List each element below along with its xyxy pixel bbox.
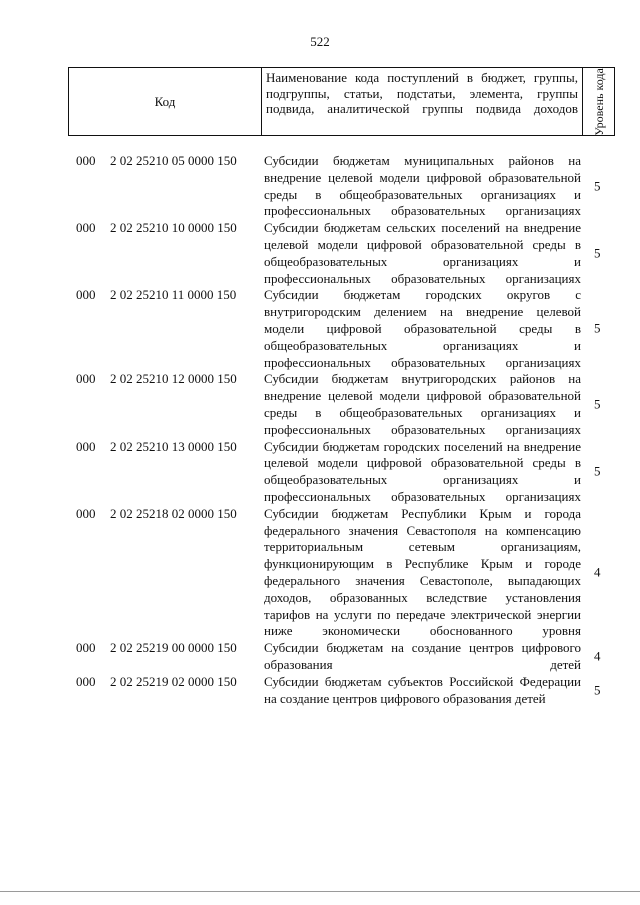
income-code: 2 02 25210 05 0000 150 — [110, 153, 237, 168]
income-code: 2 02 25218 02 0000 150 — [110, 505, 237, 521]
page-number: 522 — [310, 34, 330, 49]
table-row — [0, 371, 640, 438]
header-name: Наименование кода поступлений в бюджет, группы, подгруппы, статьи, подстатьи, элемента, группы подвида, аналитической группы подвида доходов — [262, 68, 583, 135]
income-name: Субсидии бюджетам городских поселений на внедрение целевой модели цифровой образовательной среды в общеобразовательных организациях и профессиональных образовательных организациях — [264, 438, 581, 504]
table-row — [0, 506, 640, 640]
income-name: Субсидии бюджетам муниципальных районов на внедрение целевой модели цифровой образовательной среды в общеобразовательных организациях и профессиональных образовательных организациях — [264, 153, 581, 219]
income-code: 2 02 25210 12 0000 150 — [110, 371, 237, 387]
income-code: 2 02 25210 10 0000 150 — [110, 220, 237, 236]
table-body — [0, 153, 640, 707]
income-code: 2 02 25219 00 0000 150 — [110, 640, 237, 656]
table-row — [0, 439, 640, 506]
income-code: 2 02 25210 13 0000 150 — [110, 438, 237, 454]
income-name: Субсидии бюджетам сельских поселений на внедрение целевой модели цифровой образовательной среды в общеобразовательных организациях и профессиональных образовательных организациях — [264, 220, 581, 286]
code-level: 5 — [594, 682, 601, 698]
admin-code: 000 — [76, 640, 96, 656]
admin-code: 000 — [76, 220, 96, 236]
income-name: Субсидии бюджетам на создание центров цифрового образования детей — [264, 640, 581, 672]
table-row — [0, 153, 640, 220]
table-row — [0, 287, 640, 371]
admin-code: 000 — [76, 371, 96, 387]
code-level: 5 — [594, 178, 601, 194]
admin-code: 000 — [76, 505, 96, 521]
admin-code: 000 — [76, 438, 96, 454]
income-name: Субсидии бюджетам субъектов Российской Федерации на создание центров цифрового образования детей — [264, 673, 581, 706]
header-level — [583, 68, 614, 135]
code-level: 4 — [594, 564, 601, 580]
page-bottom-edge — [0, 891, 640, 892]
code-level: 5 — [594, 245, 601, 261]
table-row — [0, 674, 640, 708]
income-code: 2 02 25219 02 0000 150 — [110, 673, 237, 689]
header-code: Код — [69, 68, 262, 135]
income-name: Субсидии бюджетам Республики Крым и города федерального значения Севастополя на компенсацию территориальным сетевым организациям, функционирующим в Республике Крым и городе федерального значения Севастополе, выпадающих доходов, образованных вследствие установления тарифов на услуги по передаче электрической энергии ниже экономически обоснованного уровня — [264, 505, 581, 639]
code-level: 4 — [594, 648, 601, 664]
table-row — [0, 220, 640, 287]
admin-code: 000 — [76, 673, 96, 689]
table-header — [68, 67, 615, 136]
code-level: 5 — [594, 463, 601, 479]
header-level-label: Уровень кода — [591, 68, 606, 135]
code-level: 5 — [594, 396, 601, 412]
admin-code: 000 — [76, 153, 96, 168]
table-row — [0, 640, 640, 674]
admin-code: 000 — [76, 287, 96, 303]
income-code: 2 02 25210 11 0000 150 — [110, 287, 237, 303]
code-level: 5 — [594, 320, 601, 336]
income-name: Субсидии бюджетам внутригородских районов на внедрение целевой модели цифровой образовательной среды в общеобразовательных организациях и профессиональных образовательных организациях — [264, 371, 581, 437]
income-name: Субсидии бюджетам городских округов с внутригородским делением на внедрение целевой модели цифровой образовательной среды в общеобразовательных организациях и профессиональных образовательных организациях — [264, 287, 581, 370]
